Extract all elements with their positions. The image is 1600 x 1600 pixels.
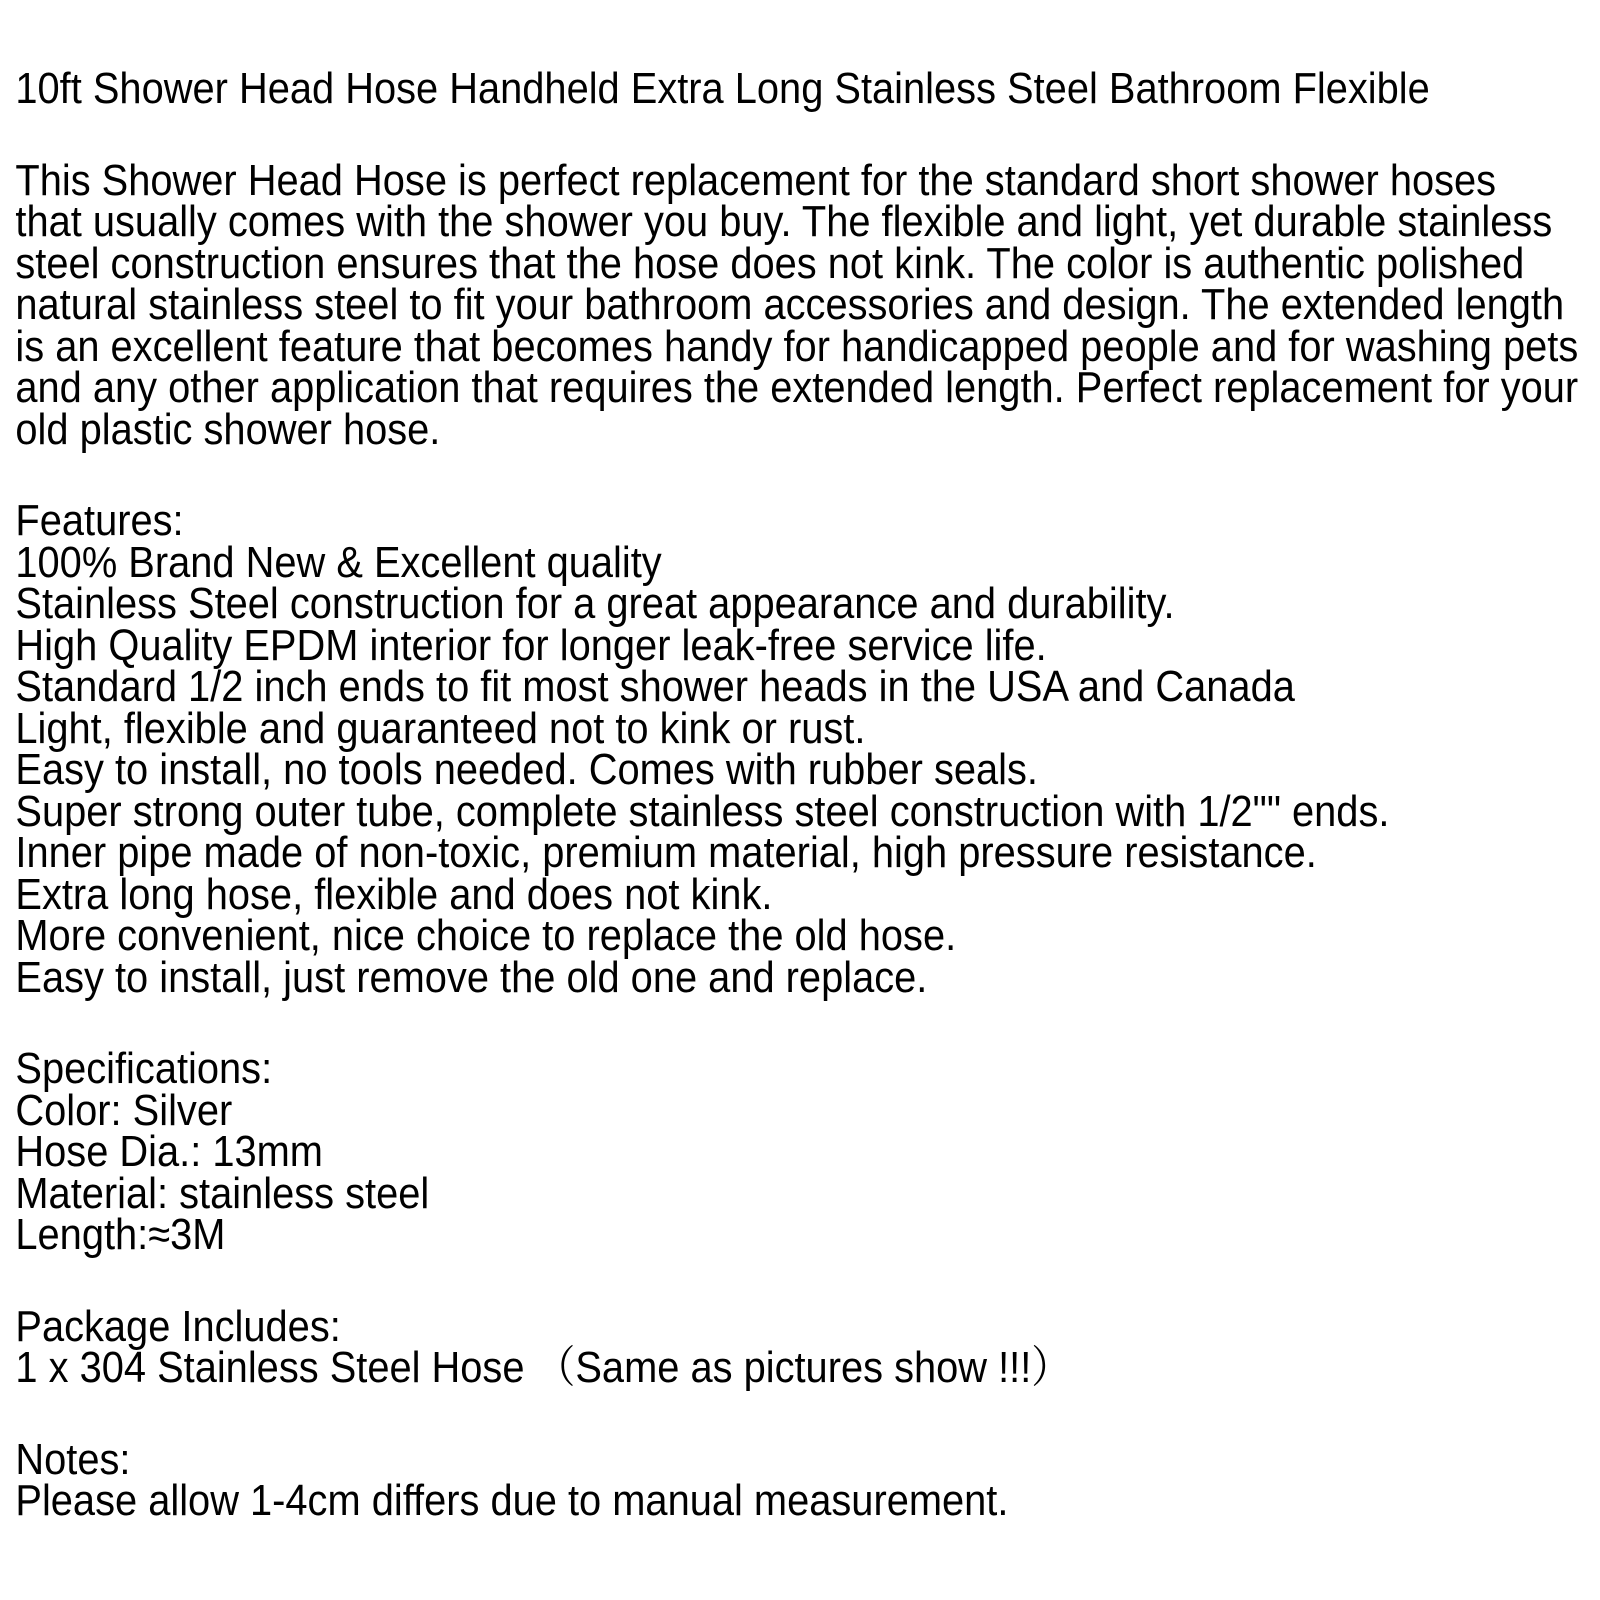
section-heading-notes: Notes: — [15, 1434, 131, 1484]
feature-item: Inner pipe made of non-toxic, premium material, high pressure resistance. — [15, 828, 1317, 877]
description-line: old plastic shower hose. — [15, 404, 441, 454]
specification-item: Length:≈3M — [15, 1210, 226, 1259]
feature-item: More convenient, nice choice to replace the old hose. — [15, 911, 957, 960]
feature-item: Easy to install, no tools needed. Comes with rubber seals. — [15, 745, 1038, 794]
feature-item: Standard 1/2 inch ends to fit most shower heads in the USA and Canada — [15, 662, 1295, 711]
description-line: This Shower Head Hose is perfect replacement for the standard short shower hoses — [15, 155, 1497, 205]
feature-item: Stainless Steel construction for a great appearance and durability. — [15, 579, 1175, 628]
blank-line — [15, 998, 1600, 1048]
product-title: 10ft Shower Head Hose Handheld Extra Long Stainless Steel Bathroom Flexible — [15, 64, 1430, 113]
feature-item: 100% Brand New & Excellent quality — [15, 537, 662, 587]
specification-item: Material: stainless steel — [15, 1168, 430, 1218]
blank-line — [15, 450, 1600, 500]
description-line: that usually comes with the shower you buy. The flexible and light, yet durable stainless — [15, 197, 1553, 246]
notes-section — [15, 1434, 1600, 1525]
description-line: natural stainless steel to fit your bathroom accessories and design. The extended length — [15, 280, 1565, 329]
feature-item: Easy to install, just remove the old one and replace. — [15, 952, 928, 1002]
section-heading-package: Package Includes: — [15, 1301, 341, 1351]
section-heading-specifications: Specifications: — [15, 1044, 273, 1093]
note-item: Please allow 1-4cm differs due to manual measurement. — [15, 1476, 1009, 1525]
specification-item: Color: Silver — [15, 1085, 233, 1135]
blank-line — [15, 1389, 1600, 1439]
blank-line — [15, 1256, 1600, 1306]
feature-item: Light, flexible and guaranteed not to kink or rust. — [15, 703, 866, 753]
package-item: 1 x 304 Stainless Steel Hose （Same as pictures show !!!） — [15, 1343, 1072, 1392]
blank-line — [15, 110, 1600, 160]
feature-item: High Quality EPDM interior for longer leak-free service life. — [15, 620, 1047, 670]
description-paragraph — [15, 155, 1600, 454]
specifications-section — [15, 1044, 1600, 1259]
features-section — [15, 496, 1600, 1002]
feature-item: Extra long hose, flexible and does not kink. — [15, 869, 773, 919]
section-heading-features: Features: — [15, 496, 184, 545]
description-line: and any other application that requires the extended length. Perfect replacement for your — [15, 363, 1579, 412]
description-line: steel construction ensures that the hose does not kink. The color is authentic polished — [15, 238, 1525, 288]
description-line: is an excellent feature that becomes handy for handicapped people and for washing pets — [15, 321, 1579, 371]
package-section — [15, 1301, 1600, 1392]
specification-item: Hose Dia.: 13mm — [15, 1127, 323, 1176]
feature-item: Super strong outer tube, complete stainless steel construction with 1/2"" ends. — [15, 786, 1390, 836]
